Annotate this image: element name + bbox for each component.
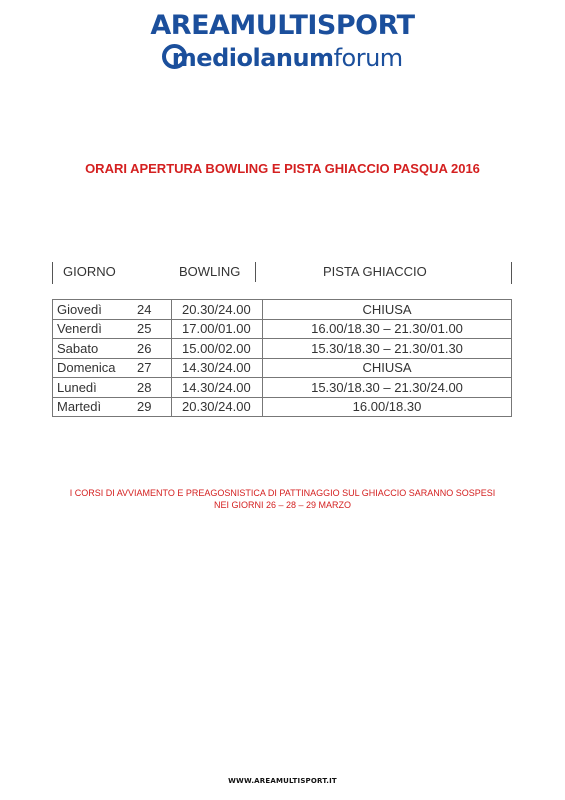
footer-website: WWW.AREAMULTISPORT.IT (228, 777, 337, 785)
header-bowling: BOWLING (179, 264, 241, 279)
cell-ice-hours: 16.00/18.30 – 21.30/01.00 (263, 319, 512, 339)
cell-bowling-hours: 20.30/24.00 (172, 300, 263, 320)
cell-ice-hours: 15.30/18.30 – 21.30/01.30 (263, 339, 512, 359)
table-row (53, 300, 512, 320)
schedule-table (52, 262, 512, 415)
cell-day: Domenica (53, 358, 128, 378)
cell-bowling-hours: 15.00/02.00 (172, 339, 263, 359)
logo-word-bold: mediolanum (171, 44, 334, 72)
cell-ice-hours: CHIUSA (263, 358, 512, 378)
cell-day-number: 28 (127, 378, 172, 398)
cell-ice-hours: 15.30/18.30 – 21.30/24.00 (263, 378, 512, 398)
table-row (53, 378, 512, 398)
cell-day-number: 25 (127, 319, 172, 339)
cell-ice-hours: CHIUSA (263, 300, 512, 320)
schedule-rows (52, 299, 512, 417)
cell-day: Venerdì (53, 319, 128, 339)
cell-bowling-hours: 17.00/01.00 (172, 319, 263, 339)
table-row (53, 397, 512, 417)
cell-day: Giovedì (53, 300, 128, 320)
cell-bowling-hours: 20.30/24.00 (172, 397, 263, 417)
cell-day-number: 26 (127, 339, 172, 359)
notice-line-1: I CORSI DI AVVIAMENTO E PREAGOSNISTICA DI PATTINAGGIO SUL GHIACCIO SARANNO SOSPESI (69, 488, 496, 498)
notice-line-2: NEI GIORNI 26 – 28 – 29 MARZO (213, 500, 352, 510)
logo-ring-icon (162, 44, 187, 69)
header-day: GIORNO (63, 264, 116, 279)
table-row (53, 339, 512, 359)
cell-ice-hours: 16.00/18.30 (263, 397, 512, 417)
cell-day: Martedì (53, 397, 128, 417)
notice-text (0, 487, 565, 511)
brand-logo-title: AREAMULTISPORT (150, 10, 415, 41)
cell-bowling-hours: 14.30/24.00 (172, 378, 263, 398)
table-header (52, 262, 512, 284)
table-row (53, 358, 512, 378)
cell-bowling-hours: 14.30/24.00 (172, 358, 263, 378)
cell-day-number: 24 (127, 300, 172, 320)
page-title: ORARI APERTURA BOWLING E PISTA GHIACCIO PASQUA 2016 (85, 161, 480, 176)
logo-word-light: forum (333, 44, 403, 72)
cell-day-number: 27 (127, 358, 172, 378)
header-divider (255, 262, 256, 282)
brand-logo-subtitle (0, 44, 565, 72)
cell-day: Lunedì (53, 378, 128, 398)
header-ice: PISTA GHIACCIO (323, 264, 427, 279)
cell-day: Sabato (53, 339, 128, 359)
table-row (53, 319, 512, 339)
cell-day-number: 29 (127, 397, 172, 417)
